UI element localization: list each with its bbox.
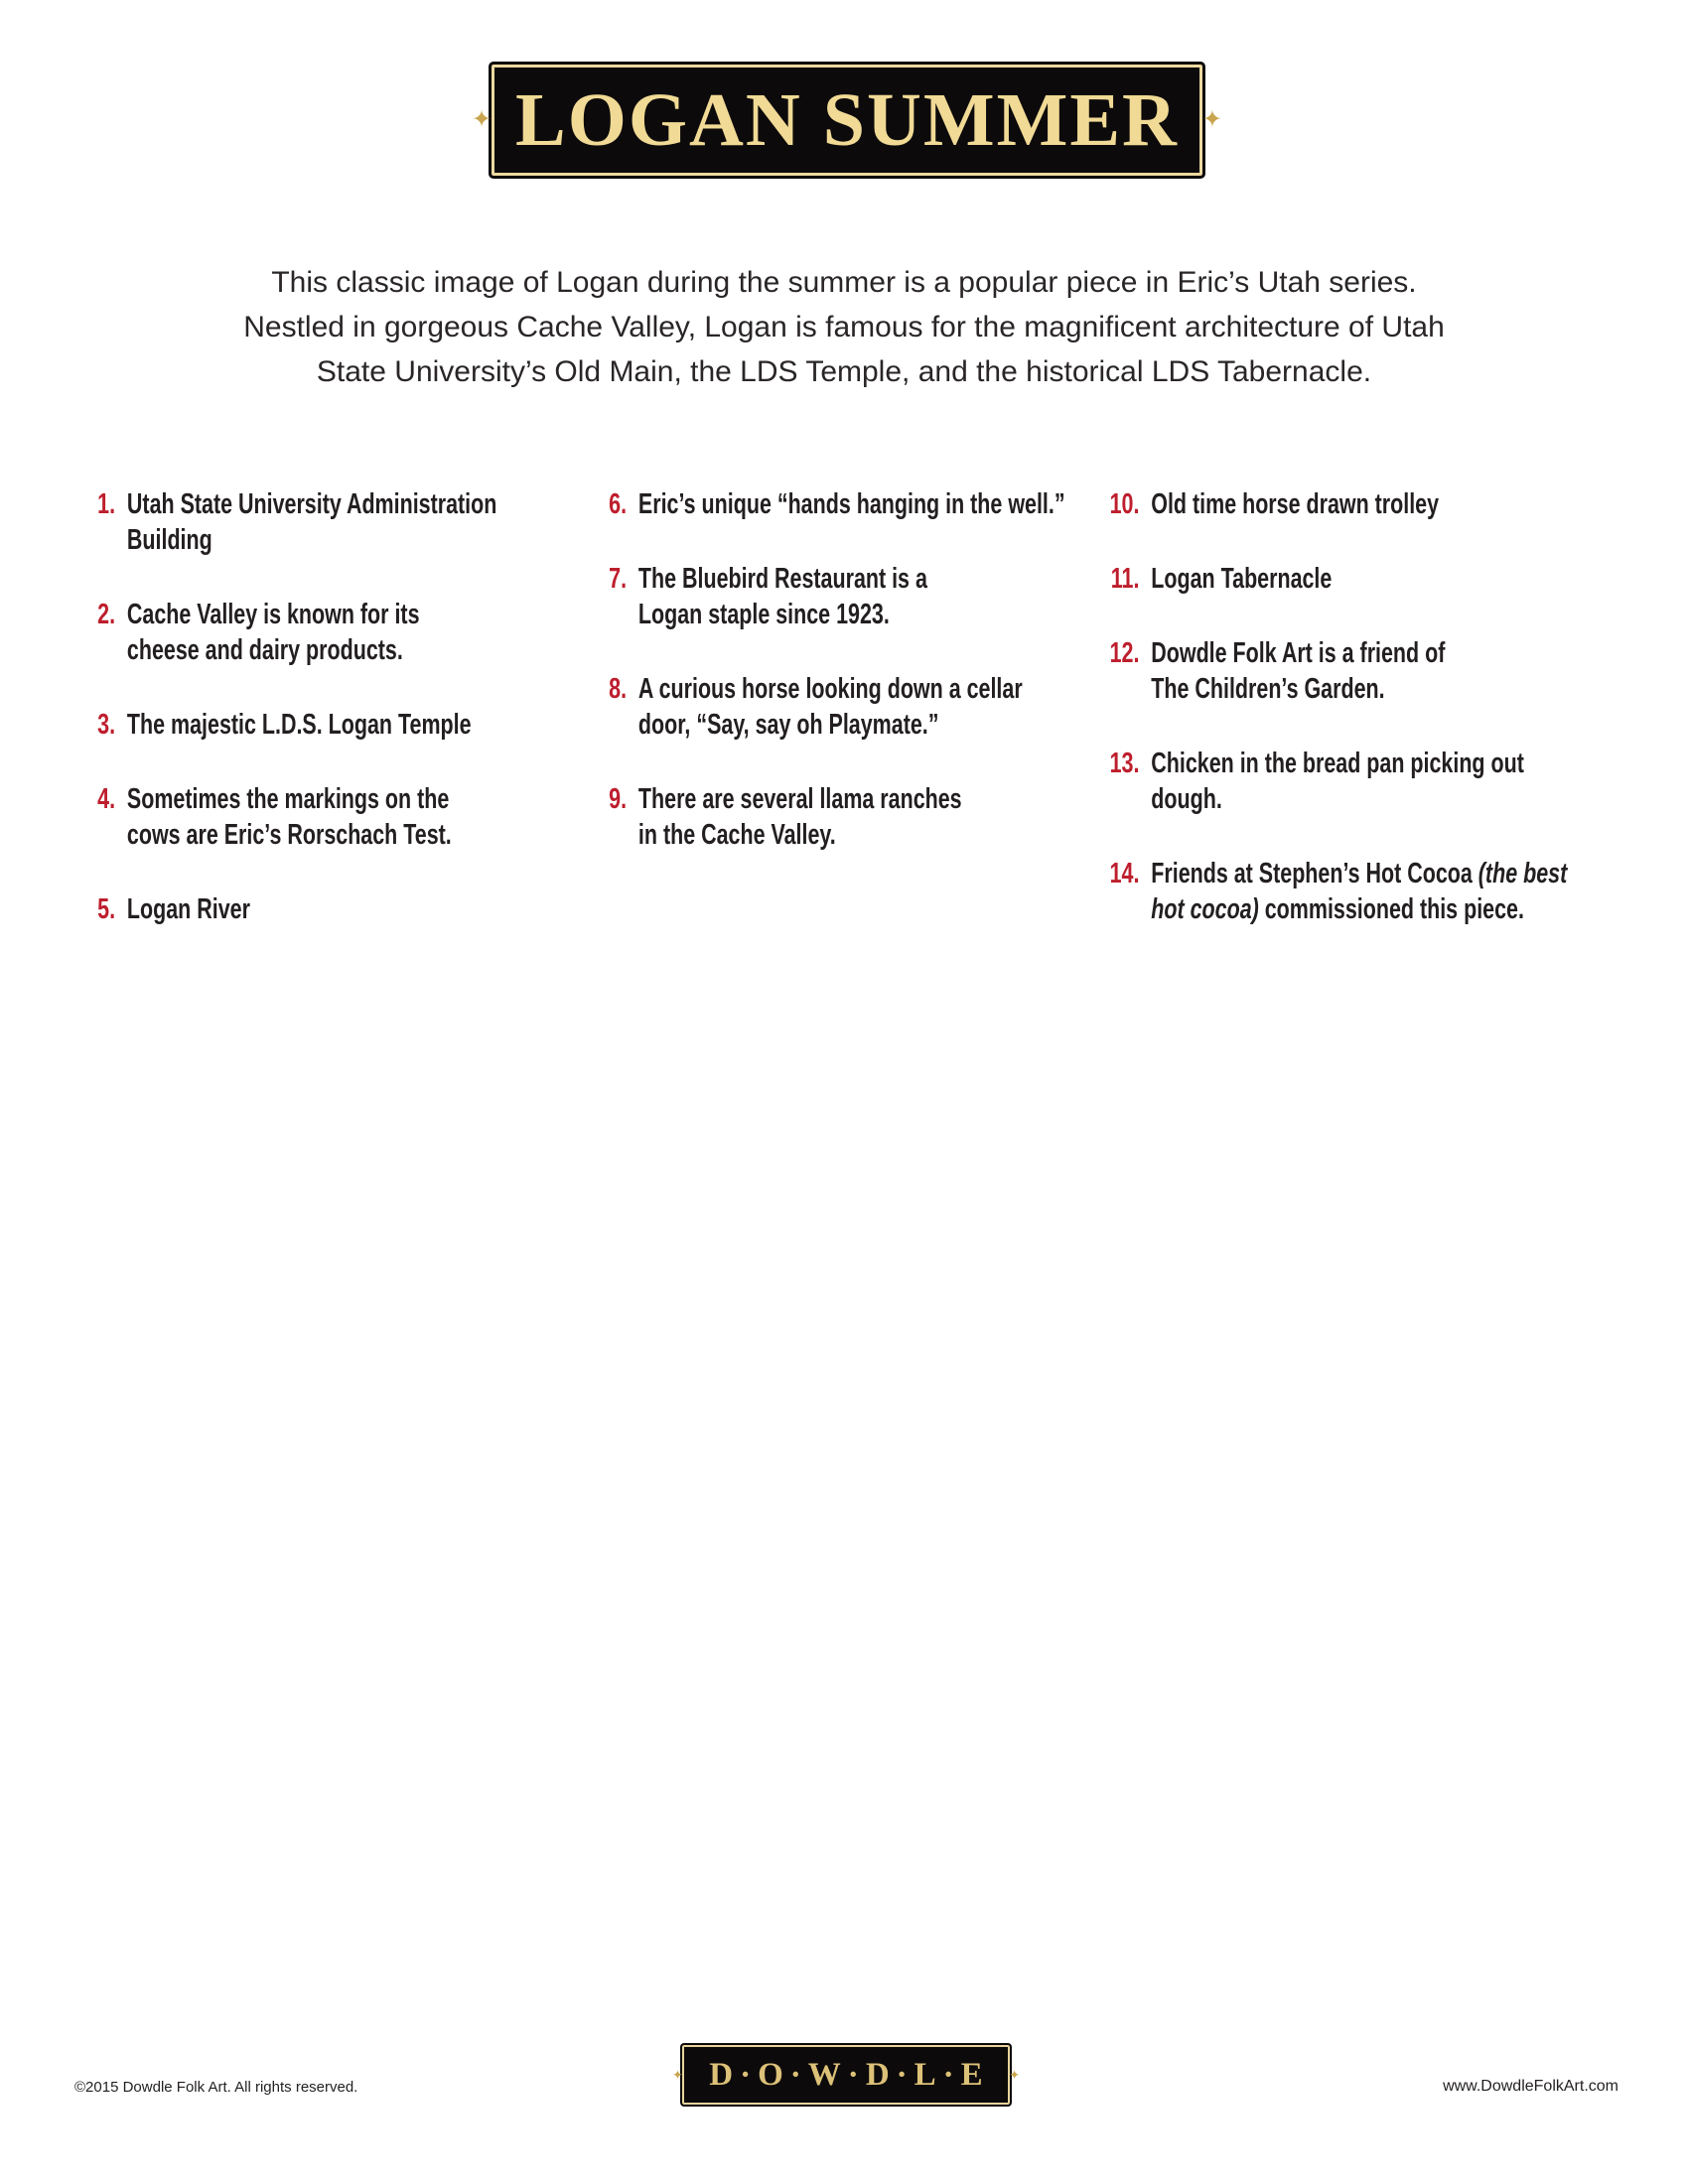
item-line: The majestic L.D.S. Logan Temple [126,709,472,741]
item-line-segment: commissioned this piece. [1258,893,1524,925]
legend-item [1098,635,1583,707]
item-number: 14. [1109,858,1140,889]
legend-item [84,597,569,668]
legend-item [84,707,569,743]
intro-line: Nestled in gorgeous Cache Valley, Logan is famous for the magnificent architecture of Utah [243,311,1445,343]
item-number: 6. [609,488,628,520]
legend-item [1098,746,1583,817]
item-text [1151,486,1583,522]
item-line: door, “Say, say oh Playmate.” [637,709,939,741]
legend-item [1098,486,1583,522]
item-line: Sometimes the markings on the [126,783,450,815]
legend-item [596,781,1080,853]
item-number: 10. [1109,488,1140,520]
item-line: The Bluebird Restaurant is a [637,563,927,595]
item-line [1151,891,1583,927]
item-line: Logan River [126,893,250,925]
intro-line: This classic image of Logan during the summer is a popular piece in Eric’s Utah series. [271,266,1417,299]
item-text [1151,856,1583,927]
dowdle-logo-banner [672,2043,1020,2107]
legend-column-1 [84,486,569,966]
item-number: 4. [97,783,116,815]
title-banner [472,62,1222,179]
legend-item [1098,561,1583,597]
legend-item [84,891,569,927]
item-line: in the Cache Valley. [637,819,836,851]
item-line: Eric’s unique “hands hanging in the well.” [637,488,1065,520]
legend-column-2 [596,486,1080,891]
legend-item [84,486,569,558]
banner-ornament-left-icon: ✦ [472,106,492,133]
item-line: Dowdle Folk Art is a friend of [1151,637,1446,669]
item-text [1151,561,1583,597]
item-text [127,597,569,668]
item-number: 13. [1109,748,1140,779]
item-line: cows are Eric’s Rorschach Test. [126,819,452,851]
legend-item [596,671,1080,743]
legend-item [84,781,569,853]
item-text [127,707,569,743]
item-line: The Children’s Garden. [1151,673,1385,705]
item-number: 3. [97,709,116,741]
item-number: 12. [1109,637,1140,669]
item-line-segment: Friends at Stephen’s Hot Cocoa [1151,858,1478,889]
item-text [638,486,1080,522]
item-line: Cache Valley is known for its [126,599,420,630]
logo-ornament-right-icon: ✦ [1009,2067,1020,2083]
item-number: 9. [609,783,628,815]
item-text [127,781,569,853]
item-text [638,671,1080,743]
item-line-segment-italic: hot cocoa) [1151,893,1259,925]
item-number: 2. [97,599,116,630]
item-line: Logan Tabernacle [1151,563,1333,595]
item-number: 7. [609,563,628,595]
item-text [1151,746,1583,817]
legend-item [596,561,1080,632]
item-line [1151,856,1583,891]
item-number: 8. [609,673,628,705]
intro-line: State University’s Old Main, the LDS Temple, and the historical LDS Tabernacle. [316,355,1372,388]
item-number: 5. [97,893,116,925]
item-line: Utah State University Administration Building [126,488,497,556]
item-text [638,781,1080,853]
item-line: Logan staple since 1923. [637,599,890,630]
banner-ornament-right-icon: ✦ [1201,106,1222,133]
legend-item [596,486,1080,522]
item-number: 11. [1110,563,1140,595]
item-number: 1. [97,488,116,520]
intro-paragraph [0,260,1688,394]
item-line: Old time horse drawn trolley [1151,488,1440,520]
item-line: cheese and dairy products. [126,634,403,666]
item-text [127,486,569,558]
item-text [1151,635,1583,707]
item-line: Chicken in the bread pan picking out dough. [1151,748,1524,815]
item-line-segment-italic: (the best [1477,858,1568,889]
item-text [127,891,569,927]
legend-column-3 [1098,486,1583,966]
item-line: There are several llama ranches [637,783,962,815]
dowdle-logo-text: D·O·W·D·L·E [709,2056,990,2093]
page-title: LOGAN SUMMER [515,77,1179,162]
item-line: A curious horse looking down a cellar [637,673,1023,705]
website-text: www.DowdleFolkArt.com [1443,2078,1618,2095]
item-text [638,561,1080,632]
legend-item [1098,856,1583,927]
logo-ornament-left-icon: ✦ [672,2067,683,2083]
copyright-text: ©2015 Dowdle Folk Art. All rights reserved. [74,2079,358,2096]
